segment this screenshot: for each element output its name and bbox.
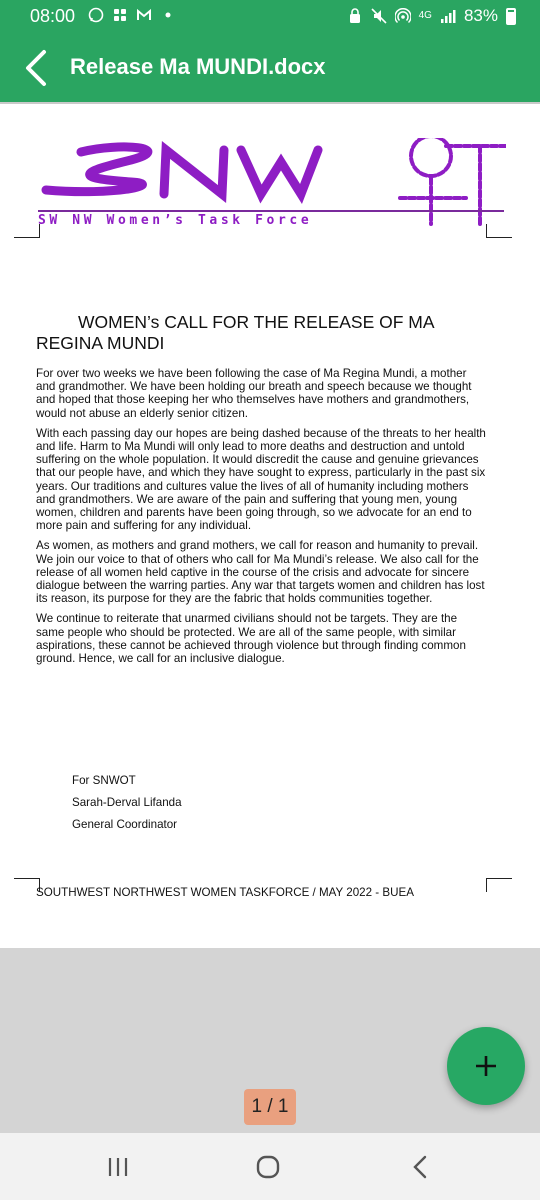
logo-subtitle: SW NW Women’s Task Force: [38, 210, 504, 226]
recents-icon: [106, 1156, 130, 1178]
hotspot-icon: [395, 8, 411, 24]
network-type: 4G: [418, 10, 432, 21]
document-title: Release Ma MUNDI.docx: [70, 54, 326, 79]
signoff-block: [72, 774, 182, 840]
body-paragraph: As women, as mothers and grand mothers, we call for reason and humanity to prevail. We join our voice to that of others who call for Ma Mundi’s release. We also call for the release of all women held captive in the course of the crisis and advocate for sincere dialogue between the warring parties. Any war that targets women and children has lost its reason, its purpose for they are the fabric that holds communities together.: [36, 539, 485, 606]
page-indicator: 1 / 1: [244, 1089, 296, 1125]
letter-heading-line1: WOMEN’s CALL FOR THE RELEASE OF MA: [78, 312, 435, 332]
body-paragraph: We continue to reiterate that unarmed civilians should not be targets. They are the same people who should be protected. We are all of the same people, with similar aspirations, these cannot be achieved through violence but through finding common ground. Hence, we call for an inclusive dialogue.: [36, 612, 466, 666]
document-page[interactable]: [0, 102, 540, 948]
plus-icon: [474, 1054, 498, 1078]
chevron-left-icon: [24, 49, 48, 87]
crop-mark-bottom-right: [486, 878, 512, 892]
dot-icon: [160, 7, 176, 23]
signoff-org: For SNWOT: [72, 774, 136, 787]
add-fab-button[interactable]: [447, 1027, 525, 1105]
signoff-name: Sarah-Derval Lifanda: [72, 796, 182, 809]
letter-heading-line2: REGINA MUNDI: [36, 333, 165, 353]
recents-button[interactable]: [88, 1149, 148, 1185]
back-button[interactable]: [14, 46, 58, 90]
app-bar: [0, 34, 540, 102]
battery-percent: 83%: [463, 6, 498, 25]
letter-heading: [36, 312, 476, 354]
status-bar: [0, 0, 540, 34]
home-icon: [255, 1154, 281, 1180]
system-nav-bar: [0, 1133, 540, 1200]
mute-icon: [371, 8, 387, 24]
home-button[interactable]: [238, 1149, 298, 1185]
back-icon: [412, 1155, 428, 1179]
signoff-role: General Coordinator: [72, 818, 178, 831]
lock-icon: [347, 8, 363, 24]
status-time: 08:00: [30, 6, 76, 26]
document-footer: SOUTHWEST NORTHWEST WOMEN TASKFORCE / MAY 2022 - BUEA: [36, 886, 414, 899]
whatsapp-icon: [88, 7, 104, 23]
signal-icon: [440, 8, 456, 24]
nav-back-button[interactable]: [390, 1149, 450, 1185]
body-paragraph: For over two weeks we have been following the case of Ma Regina Mundi, a mother and grandmother. We have been holding our breath and speech because we thought and hoped that those keeping her who themselves have mothers and grandmothers, would not abuse an elderly senior citizen.: [36, 367, 472, 420]
body-paragraph: With each passing day our hopes are being dashed because of the threats to her health and life. Harm to Ma Mundi will only lead to more deaths and destruction and untold suffering on the whole population. It would discredit the cause and genuine grievances that our people have, and which they have sought to express, particularly in the past six years. Our traditions and cultures value the lives of all of humanity including mothers and grandmothers. We are aware of the pain and suffering that young men, young women, children and parents have been going through, so we advocate for an end to more pain and suffering for any individual.: [36, 426, 486, 533]
gmail-icon: [136, 7, 152, 23]
letter-body: [36, 367, 488, 672]
battery-icon: [506, 8, 516, 25]
grid-app-icon: [112, 7, 128, 23]
